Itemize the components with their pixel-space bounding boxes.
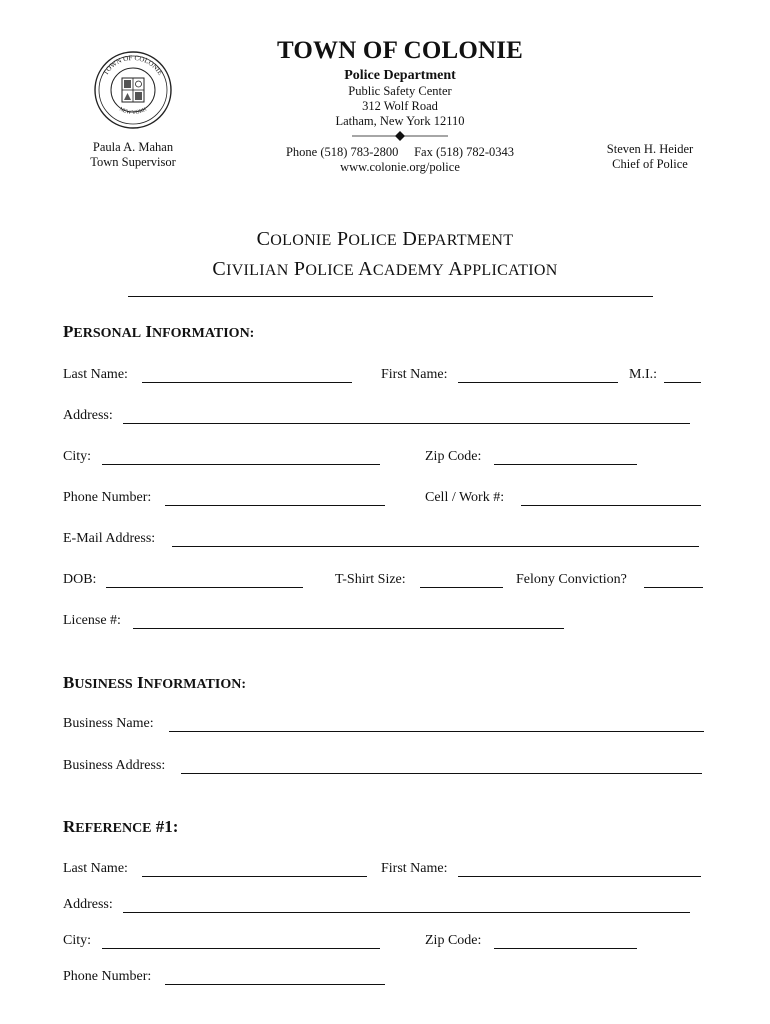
tshirt-field[interactable]	[420, 587, 503, 588]
business-address-field[interactable]	[181, 773, 702, 774]
address-line-2: 312 Wolf Road	[362, 99, 438, 113]
felony-label: Felony Conviction?	[516, 572, 627, 587]
ref-city-label: City:	[63, 933, 92, 948]
ref-first-name-field[interactable]	[458, 876, 701, 877]
ref-first-name-label: First Name:	[381, 861, 448, 876]
chief-title: Chief of Police	[612, 157, 688, 171]
ref-zip-field[interactable]	[494, 948, 637, 949]
row-city-zip	[0, 449, 770, 469]
town-supervisor	[68, 140, 198, 170]
address-line-3: Latham, New York 12110	[335, 114, 465, 128]
dob-field[interactable]	[106, 587, 303, 588]
section-heading-business: BUSINESS INFORMATION:	[63, 673, 246, 692]
row-dob	[0, 572, 770, 592]
license-label: License #:	[63, 613, 121, 628]
dob-label: DOB:	[63, 572, 97, 587]
cell-label: Cell / Work #:	[425, 490, 505, 505]
ref-last-name-label: Last Name:	[63, 861, 128, 876]
row-business-address	[0, 758, 770, 778]
address-field[interactable]	[123, 423, 690, 424]
city-field[interactable]	[102, 464, 380, 465]
email-label: E-Mail Address:	[63, 531, 156, 546]
zip-label: Zip Code:	[425, 449, 482, 464]
department-name: Police Department	[344, 68, 456, 83]
form-title-line-1: COLONIE POLICE DEPARTMENT	[256, 228, 514, 250]
ref-last-name-field[interactable]	[142, 876, 367, 877]
ref-address-label: Address:	[63, 897, 113, 912]
mi-field[interactable]	[664, 382, 701, 383]
tshirt-label: T-Shirt Size:	[335, 572, 406, 587]
phone-number: Phone (518) 783-2800	[285, 145, 399, 159]
row-license	[0, 613, 770, 633]
seal-top-text: TOWN OF COLONIE	[101, 53, 165, 77]
svg-text:TOWN OF COLONIE	[102, 54, 165, 77]
row-address	[0, 408, 770, 428]
row-ref-city-zip	[0, 933, 770, 953]
address-line-1: Public Safety Center	[348, 84, 452, 98]
business-name-label: Business Name:	[63, 716, 154, 731]
row-ref-address	[0, 897, 770, 917]
row-email	[0, 531, 770, 551]
town-title: TOWN OF COLONIE	[276, 37, 524, 64]
row-business-name	[0, 716, 770, 736]
first-name-field[interactable]	[458, 382, 618, 383]
section-heading-personal: PERSONAL INFORMATION:	[63, 322, 255, 341]
ref-phone-label: Phone Number:	[63, 969, 152, 984]
supervisor-title: Town Supervisor	[90, 155, 176, 169]
fax-number: Fax (518) 782-0343	[414, 145, 515, 159]
business-address-label: Business Address:	[63, 758, 166, 773]
chief-name: Steven H. Heider	[606, 142, 694, 156]
last-name-field[interactable]	[142, 382, 352, 383]
cell-field[interactable]	[521, 505, 701, 506]
town-seal	[93, 50, 173, 130]
ref-city-field[interactable]	[102, 948, 380, 949]
ref-phone-field[interactable]	[165, 984, 385, 985]
row-phone	[0, 490, 770, 510]
email-field[interactable]	[172, 546, 699, 547]
diamond-divider	[352, 129, 448, 143]
website[interactable]: www.colonie.org/police	[340, 160, 460, 174]
svg-text:NEW YORK	[118, 106, 148, 116]
row-ref-name	[0, 861, 770, 881]
license-field[interactable]	[133, 628, 564, 629]
first-name-label: First Name:	[381, 367, 448, 382]
phone-fax-line	[240, 145, 560, 160]
row-ref-phone	[0, 969, 770, 989]
address-label: Address:	[63, 408, 113, 423]
business-name-field[interactable]	[169, 731, 704, 732]
supervisor-name: Paula A. Mahan	[92, 140, 174, 154]
city-label: City:	[63, 449, 92, 464]
title-underline	[128, 296, 653, 297]
section-heading-reference-1: REFERENCE #1:	[63, 817, 179, 836]
seal-bottom-text: NEW YORK	[118, 106, 148, 117]
row-name	[0, 367, 770, 387]
zip-field[interactable]	[494, 464, 637, 465]
ref-address-field[interactable]	[123, 912, 690, 913]
phone-field[interactable]	[165, 505, 385, 506]
chief-of-police	[585, 142, 715, 172]
phone-label: Phone Number:	[63, 490, 152, 505]
ref-zip-label: Zip Code:	[425, 933, 482, 948]
felony-field[interactable]	[644, 587, 703, 588]
mi-label: M.I.:	[629, 367, 657, 382]
form-title-line-2: CIVILIAN POLICE ACADEMY APPLICATION	[212, 258, 558, 280]
last-name-label: Last Name:	[63, 367, 128, 382]
